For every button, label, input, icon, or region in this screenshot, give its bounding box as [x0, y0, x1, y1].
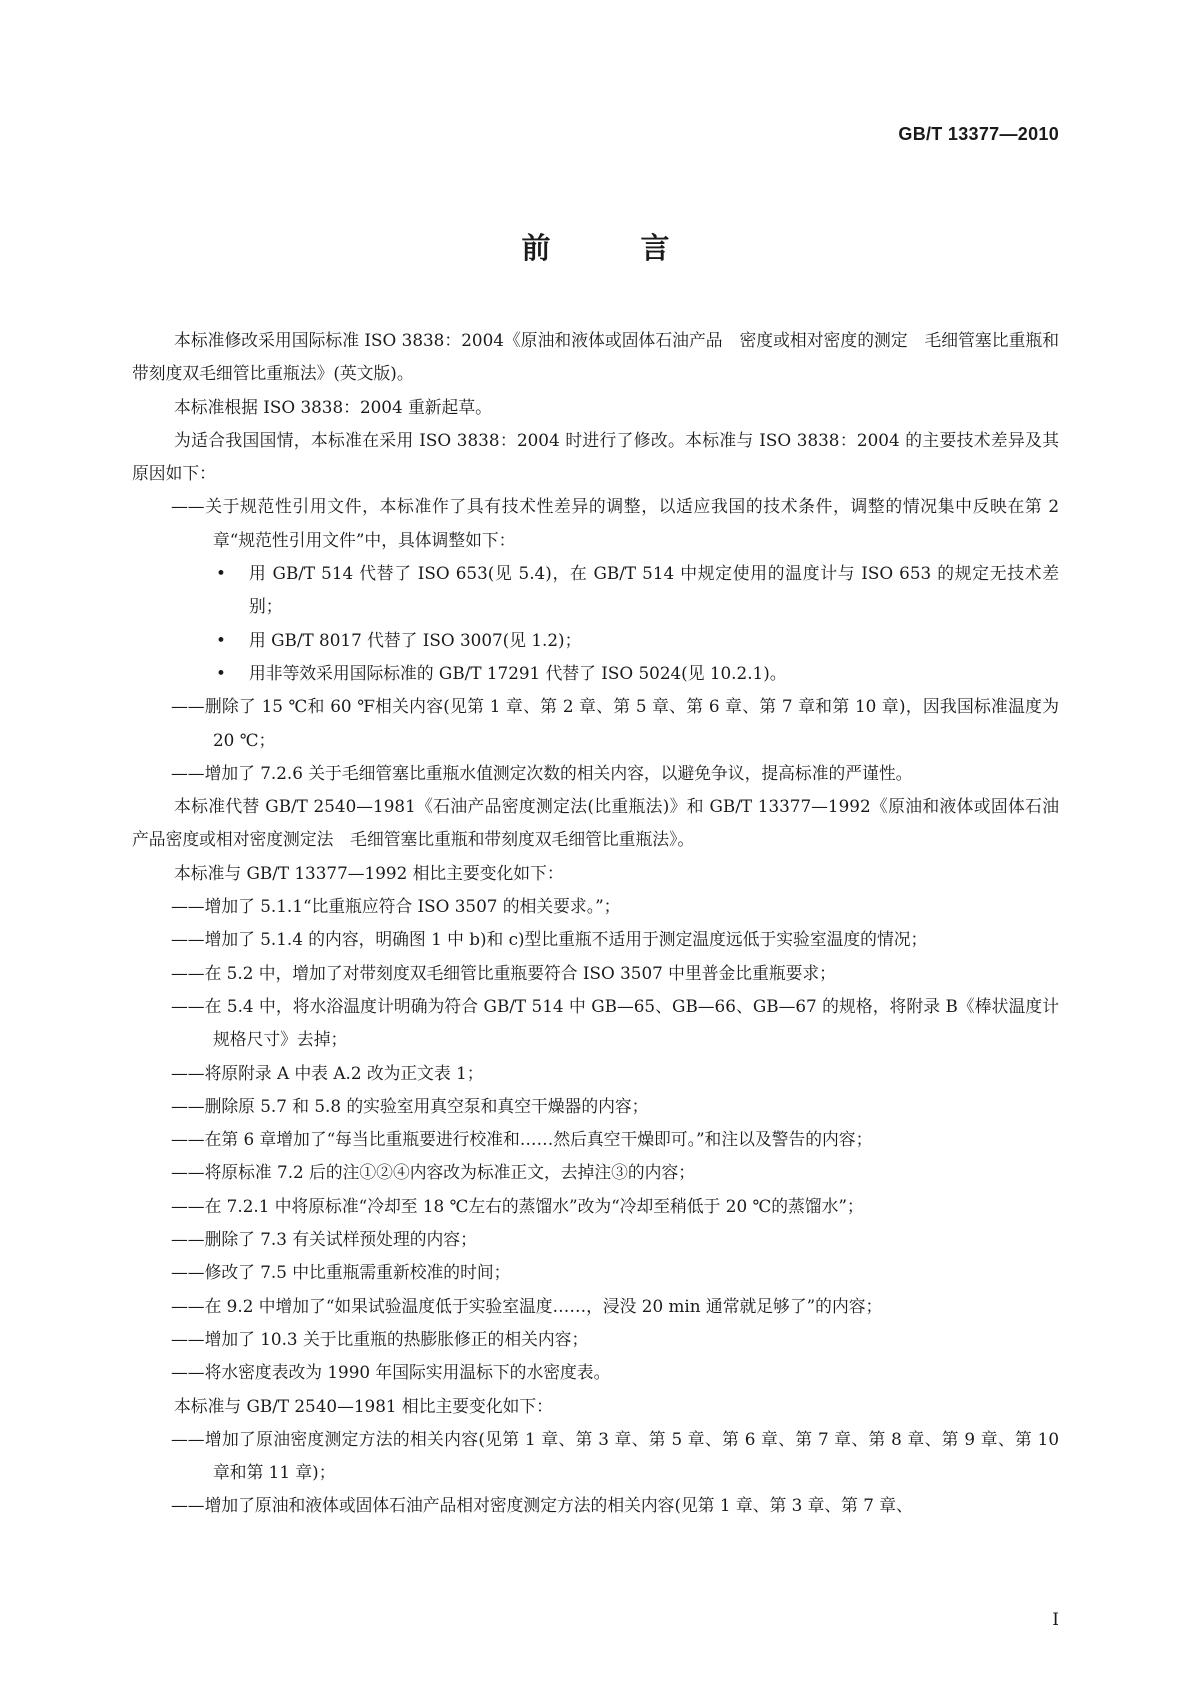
dash-list-item: ——在 9.2 中增加了“如果试验温度低于实验室温度……，浸没 20 min 通常就足够了”的内容； [171, 1295, 883, 1316]
dash-list-item: ——将水密度表改为 1990 年国际实用温标下的水密度表。 [171, 1362, 611, 1383]
dash-list-item: ——在 5.2 中，增加了对带刻度双毛细管比重瓶要符合 ISO 3507 中里普金比重瓶要求； [171, 962, 836, 983]
dash-list-item: ——在第 6 章增加了“每当比重瓶要进行校准和……然后真空干燥即可。”和注以及警告的内容； [171, 1129, 873, 1150]
bullet-dot-icon: • [216, 629, 226, 650]
dash-list-item: ——增加了 7.2.6 关于毛细管塞比重瓶水值测定次数的相关内容，以避免争议，提高标准的严谨性。 [171, 762, 913, 783]
dash-list-item: ——在 7.2.1 中将原标准“冷却至 18 ℃左右的蒸馏水”改为“冷却至稍低于 20 ℃的蒸馏水”； [171, 1195, 864, 1216]
page-number: I [1052, 1610, 1059, 1630]
bullet-list-item [132, 657, 1059, 690]
bullet-text: 用 GB/T 514 代替了 ISO 653(见 5.4)，在 GB/T 514 中规定使用的温度计与 ISO 653 的规定无技术差别； [249, 563, 1059, 617]
dash-list-item: ——增加了 10.3 关于比重瓶的热膨胀修正的相关内容； [171, 1328, 589, 1349]
dash-list-item: ——增加了原油和液体或固体石油产品相对密度测定方法的相关内容(见第 1 章、第 3 章、第 7 章、 [171, 1495, 913, 1516]
standard-code: GB/T 13377—2010 [898, 124, 1059, 144]
bullet-list-item [132, 557, 1059, 624]
bullet-text: 用 GB/T 8017 代替了 ISO 3007(见 1.2)； [249, 629, 582, 650]
dash-list-item: ——修改了 7.5 中比重瓶需重新校准的时间； [171, 1262, 511, 1283]
paragraph: 本标准修改采用国际标准 ISO 3838：2004《原油和液体或固体石油产品 密度或相对密度的测定 毛细管塞比重瓶和带刻度双毛细管比重瓶法》(英文版)。 [132, 330, 1059, 384]
paragraph: 为适合我国国情，本标准在采用 ISO 3838：2004 时进行了修改。本标准与 ISO 3838：2004 的主要技术差异及其原因如下： [132, 429, 1059, 484]
bullet-dot-icon: • [216, 662, 226, 683]
document-body [132, 324, 1059, 1523]
dash-list-item: ——将原标准 7.2 后的注①②④内容改为标准正文，去掉注③的内容； [171, 1162, 696, 1183]
dash-list-item: ——增加了原油密度测定方法的相关内容(见第 1 章、第 3 章、第 5 章、第 6 章、第 7 章、第 8 章、第 9 章、第 10 章和第 11 章)； [171, 1428, 1059, 1483]
page-title: 前 言 [521, 231, 710, 265]
dash-list-item: ——增加了 5.1.4 的内容，明确图 1 中 b)和 c)型比重瓶不适用于测定温度远低于实验室温度的情况； [171, 929, 928, 950]
dash-list-item: ——删除原 5.7 和 5.8 的实验室用真空泵和真空干燥器的内容； [171, 1095, 649, 1116]
dash-list-item: ——关于规范性引用文件，本标准作了具有技术性差异的调整，以适应我国的技术条件，调整的情况集中反映在第 2 章“规范性引用文件”中，具体调整如下： [171, 496, 1059, 550]
dash-list-item: ——删除了 7.3 有关试样预处理的内容； [171, 1229, 477, 1250]
dash-list-item: ——将原附录 A 中表 A.2 改为正文表 1； [171, 1062, 484, 1083]
dash-list-item: ——在 5.4 中，将水浴温度计明确为符合 GB/T 514 中 GB—65、GB—66、GB—67 的规格，将附录 B《棒状温度计规格尺寸》去掉； [171, 995, 1059, 1050]
bullet-list-item [132, 624, 1059, 657]
bullet-dot-icon: • [216, 563, 226, 584]
paragraph: 本标准根据 ISO 3838：2004 重新起草。 [174, 396, 492, 417]
dash-list-item: ——增加了 5.1.1“比重瓶应符合 ISO 3507 的相关要求。”； [171, 896, 621, 917]
dash-list-item: ——删除了 15 ℃和 60 ℉相关内容(见第 1 章、第 2 章、第 5 章、第 6 章、第 7 章和第 10 章)，因我国标准温度为 20 ℃； [171, 696, 1059, 750]
paragraph: 本标准与 GB/T 2540—1981 相比主要变化如下： [174, 1395, 553, 1416]
bullet-text: 用非等效采用国际标准的 GB/T 17291 代替了 ISO 5024(见 10.2.1)。 [249, 662, 787, 683]
paragraph: 本标准代替 GB/T 2540—1981《石油产品密度测定法(比重瓶法)》和 GB/T 13377—1992《原油和液体或固体石油产品密度或相对密度测定法 毛细管塞比重瓶和带刻度双毛细管比重瓶法》。 [132, 796, 1059, 850]
paragraph: 本标准与 GB/T 13377—1992 相比主要变化如下： [174, 862, 564, 883]
